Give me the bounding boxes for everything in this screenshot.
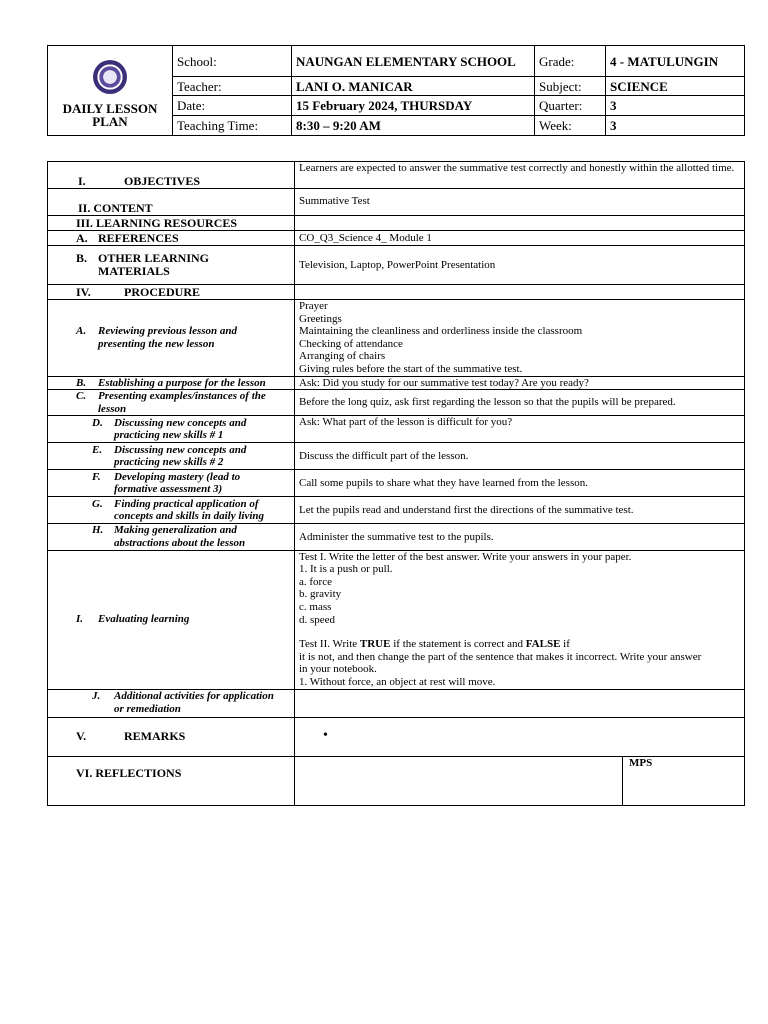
step-h-label2: abstractions about the lesson <box>114 536 246 549</box>
step-c-value: Before the long quiz, ask first regarding the lesson so that the pupils will be prepared. <box>295 390 745 416</box>
step-j-row <box>48 689 745 717</box>
reflections-label: REFLECTIONS <box>95 765 182 780</box>
step-g-num: G. <box>92 497 103 510</box>
test2-line3: in your notebook. <box>299 663 377 676</box>
step-d-label2: practicing new skills # 1 <box>114 429 224 442</box>
step-c-num: C. <box>76 390 87 403</box>
step-g-value: Let the pupils read and understand first the directions of the summative test. <box>295 497 745 524</box>
step-f-row <box>48 470 745 497</box>
procedure-label-cell <box>48 285 295 300</box>
remarks-row <box>48 717 745 756</box>
date-value: 15 February 2024, THURSDAY <box>292 96 535 116</box>
step-f-label-cell <box>48 470 295 497</box>
other-materials-label1: OTHER LEARNING <box>98 251 210 266</box>
procedure-value <box>295 285 745 300</box>
step-c-label-cell <box>48 390 295 416</box>
step-g-label2: concepts and skills in daily living <box>114 510 265 523</box>
step-f-label2: formative assessment 3) <box>114 483 223 496</box>
content-label-cell <box>48 189 295 216</box>
step-a-line: Giving rules before the start of the summative test. <box>299 362 523 375</box>
grade-label: Grade: <box>535 46 606 77</box>
step-b-row <box>48 376 745 390</box>
deped-seal-icon <box>93 60 127 94</box>
step-g-label1: Finding practical application of <box>114 497 259 510</box>
references-num: A. <box>76 230 88 245</box>
step-b-label: Establishing a purpose for the lesson <box>98 376 266 389</box>
step-h-label1: Making generalization and <box>114 524 237 537</box>
lesson-plan-table <box>47 161 745 806</box>
step-a-row <box>48 300 745 377</box>
step-d-num: D. <box>92 416 103 429</box>
step-a-line: Prayer <box>299 300 328 312</box>
step-h-label-cell <box>48 524 295 550</box>
step-a-label1: Reviewing previous lesson and <box>98 325 238 338</box>
teaching-time-label: Teaching Time: <box>173 116 292 136</box>
test1-question: 1. It is a push or pull. <box>299 563 393 576</box>
other-materials-label2: MATERIALS <box>98 264 170 278</box>
school-label: School: <box>173 46 292 77</box>
step-e-row <box>48 443 745 470</box>
teaching-time-value: 8:30 – 9:20 AM <box>292 116 535 136</box>
step-i-row <box>48 550 745 689</box>
step-e-label-cell <box>48 443 295 470</box>
reflections-row <box>48 756 745 805</box>
references-row <box>48 231 745 246</box>
test2-part-c: if <box>560 638 570 651</box>
step-g-label-cell <box>48 497 295 524</box>
other-materials-label-cell <box>48 246 295 285</box>
reflections-label-cell <box>48 756 295 805</box>
step-d-label1: Discussing new concepts and <box>114 416 247 429</box>
school-value: NAUNGAN ELEMENTARY SCHOOL <box>292 46 535 77</box>
step-h-row <box>48 524 745 550</box>
choice-item: c. mass <box>299 600 332 613</box>
header-title-cell <box>48 46 173 136</box>
procedure-row <box>48 285 745 300</box>
resources-label: LEARNING RESOURCES <box>96 215 238 230</box>
week-value: 3 <box>606 116 745 136</box>
step-b-value: Ask: Did you study for our summative test today? Are you ready? <box>295 376 745 390</box>
step-b-num: B. <box>76 376 87 389</box>
step-g-row <box>48 497 745 524</box>
step-e-num: E. <box>92 443 103 456</box>
step-d-label-cell <box>48 416 295 443</box>
test2-part-a: Test II. Write <box>299 638 360 651</box>
references-value: CO_Q3_Science 4_ Module 1 <box>295 231 745 246</box>
step-a-label2: presenting the new lesson <box>98 337 215 350</box>
step-i-label-cell <box>48 550 295 689</box>
step-e-label1: Discussing new concepts and <box>114 443 247 456</box>
resources-value <box>295 216 745 231</box>
step-c-label1: Presenting examples/instances of the <box>98 390 266 403</box>
reflections-value <box>295 756 623 805</box>
other-materials-num: B. <box>76 251 88 266</box>
header-table <box>47 45 745 136</box>
step-h-value: Administer the summative test to the pupils. <box>295 524 745 550</box>
choice-item: d. speed <box>299 613 336 626</box>
other-materials-row <box>48 246 745 285</box>
remarks-label-cell <box>48 717 295 756</box>
subject-value: SCIENCE <box>606 77 745 96</box>
test2-false: FALSE <box>525 638 561 651</box>
step-e-label2: practicing new skills # 2 <box>114 456 224 469</box>
resources-label-cell <box>48 216 295 231</box>
procedure-num: IV. <box>76 284 91 299</box>
content-value: Summative Test <box>295 189 745 216</box>
week-label: Week: <box>535 116 606 136</box>
date-label: Date: <box>173 96 292 116</box>
teacher-value: LANI O. MANICAR <box>292 77 535 96</box>
content-row <box>48 189 745 216</box>
content-num: II. <box>78 201 91 216</box>
references-label-cell <box>48 231 295 246</box>
step-a-value <box>295 300 745 377</box>
remarks-value: • <box>295 717 745 756</box>
choice-item: a. force <box>299 575 332 588</box>
step-j-label-cell <box>48 689 295 717</box>
teacher-label: Teacher: <box>173 77 292 96</box>
step-j-value <box>295 689 745 717</box>
objectives-num: I. <box>78 174 86 189</box>
references-label: REFERENCES <box>98 230 179 245</box>
step-d-row <box>48 416 745 443</box>
step-j-label1: Additional activities for application <box>114 690 274 703</box>
test1-instructions: Test I. Write the letter of the best answer. Write your answers in your paper. <box>299 550 632 563</box>
objectives-row <box>48 162 745 189</box>
step-b-label-cell <box>48 376 295 390</box>
other-materials-value: Television, Laptop, PowerPoint Presentation <box>295 246 745 285</box>
subject-label: Subject: <box>535 77 606 96</box>
content-label: CONTENT <box>93 201 153 216</box>
quarter-label: Quarter: <box>535 96 606 116</box>
resources-row <box>48 216 745 231</box>
step-j-label2: or remediation <box>114 703 181 716</box>
objectives-label-cell <box>48 162 295 189</box>
test2-true: TRUE <box>359 638 391 651</box>
step-f-num: F. <box>92 470 101 483</box>
test2-line2: it is not, and then change the part of the sentence that makes it incorrect. Write your answer <box>299 650 702 663</box>
grade-value: 4 - MATULUNGIN <box>606 46 745 77</box>
mps-label: MPS <box>623 756 745 805</box>
step-j-num: J. <box>92 690 101 703</box>
plan-title-line1: DAILY LESSON <box>62 100 158 116</box>
step-i-label: Evaluating learning <box>98 613 190 626</box>
step-a-line: Arranging of chairs <box>299 350 386 363</box>
quarter-value: 3 <box>606 96 745 116</box>
step-f-value: Call some pupils to share what they have learned from the lesson. <box>295 470 745 497</box>
procedure-label: PROCEDURE <box>124 284 201 299</box>
step-a-num: A. <box>76 325 87 338</box>
step-i-value <box>295 550 745 689</box>
remarks-label: REMARKS <box>124 729 186 744</box>
step-h-num: H. <box>92 524 104 537</box>
step-d-value: Ask: What part of the lesson is difficult for you? <box>295 416 745 443</box>
test2-instructions <box>299 638 740 651</box>
resources-num: III. <box>76 215 94 230</box>
objectives-label: OBJECTIVES <box>124 174 201 189</box>
choice-item: b. gravity <box>299 588 342 601</box>
step-a-line: Checking of attendance <box>299 337 403 350</box>
plan-title-line2: PLAN <box>92 113 128 129</box>
spacer <box>299 626 740 638</box>
objectives-value: Learners are expected to answer the summative test correctly and honestly within the allotted time. <box>295 162 745 189</box>
step-c-label2: lesson <box>98 402 127 415</box>
step-i-num: I. <box>76 613 84 626</box>
step-e-value: Discuss the difficult part of the lesson. <box>295 443 745 470</box>
test2-part-b: if the statement is correct and <box>390 638 526 651</box>
step-a-line: Greetings <box>299 312 342 325</box>
remarks-num: V. <box>76 729 87 744</box>
step-a-line: Maintaining the cleanliness and orderliness inside the classroom <box>299 325 583 338</box>
reflections-num: VI. <box>76 765 93 780</box>
step-c-row <box>48 390 745 416</box>
test2-question: 1. Without force, an object at rest will move. <box>299 675 496 688</box>
step-f-label1: Developing mastery (lead to <box>114 470 241 483</box>
step-a-label-cell <box>48 300 295 377</box>
